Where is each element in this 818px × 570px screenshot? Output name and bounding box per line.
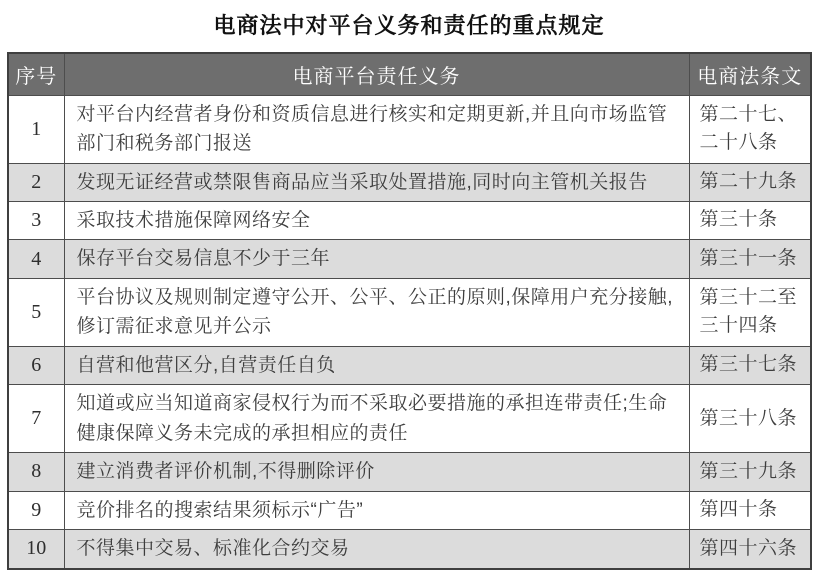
cell-duty: 平台协议及规则制定遵守公开、公平、公正的原则,保障用户充分接触,修订需征求意见并公示 [64, 278, 689, 346]
table-row [8, 163, 811, 201]
header-no: 序号 [8, 53, 64, 95]
cell-duty: 建立消费者评价机制,不得删除评价 [64, 453, 689, 491]
cell-duty: 竞价排名的搜索结果须标示“广告” [64, 491, 689, 529]
cell-article: 第三十八条 [689, 385, 811, 453]
cell-article: 第三十一条 [689, 240, 811, 278]
cell-duty: 知道或应当知道商家侵权行为而不采取必要措施的承担连带责任;生命健康保障义务未完成的承担相应的责任 [64, 385, 689, 453]
cell-article: 第三十二至三十四条 [689, 278, 811, 346]
table-row [8, 201, 811, 239]
table-row [8, 491, 811, 529]
cell-no: 2 [8, 163, 64, 201]
table-row [8, 278, 811, 346]
cell-no: 10 [8, 530, 64, 569]
cell-no: 4 [8, 240, 64, 278]
table-row [8, 453, 811, 491]
cell-article: 第三十九条 [689, 453, 811, 491]
cell-duty: 采取技术措施保障网络安全 [64, 201, 689, 239]
cell-no: 3 [8, 201, 64, 239]
cell-article: 第二十九条 [689, 163, 811, 201]
law-table [7, 52, 812, 570]
cell-article: 第三十条 [689, 201, 811, 239]
cell-duty: 发现无证经营或禁限售商品应当采取处置措施,同时向主管机关报告 [64, 163, 689, 201]
table-row [8, 346, 811, 384]
header-duty: 电商平台责任义务 [64, 53, 689, 95]
table-row [8, 385, 811, 453]
cell-article: 第二十七、二十八条 [689, 95, 811, 163]
cell-duty: 自营和他营区分,自营责任自负 [64, 346, 689, 384]
cell-no: 9 [8, 491, 64, 529]
cell-duty: 保存平台交易信息不少于三年 [64, 240, 689, 278]
cell-no: 7 [8, 385, 64, 453]
cell-no: 6 [8, 346, 64, 384]
table-row [8, 95, 811, 163]
table-row [8, 240, 811, 278]
header-article: 电商法条文 [689, 53, 811, 95]
cell-no: 8 [8, 453, 64, 491]
cell-article: 第四十条 [689, 491, 811, 529]
cell-duty: 对平台内经营者身份和资质信息进行核实和定期更新,并且向市场监管部门和税务部门报送 [64, 95, 689, 163]
cell-no: 5 [8, 278, 64, 346]
cell-article: 第三十七条 [689, 346, 811, 384]
cell-no: 1 [8, 95, 64, 163]
table-row [8, 530, 811, 569]
table-header-row [8, 53, 811, 95]
cell-duty: 不得集中交易、标准化合约交易 [64, 530, 689, 569]
cell-article: 第四十六条 [689, 530, 811, 569]
page-title: 电商法中对平台义务和责任的重点规定 [213, 13, 605, 38]
